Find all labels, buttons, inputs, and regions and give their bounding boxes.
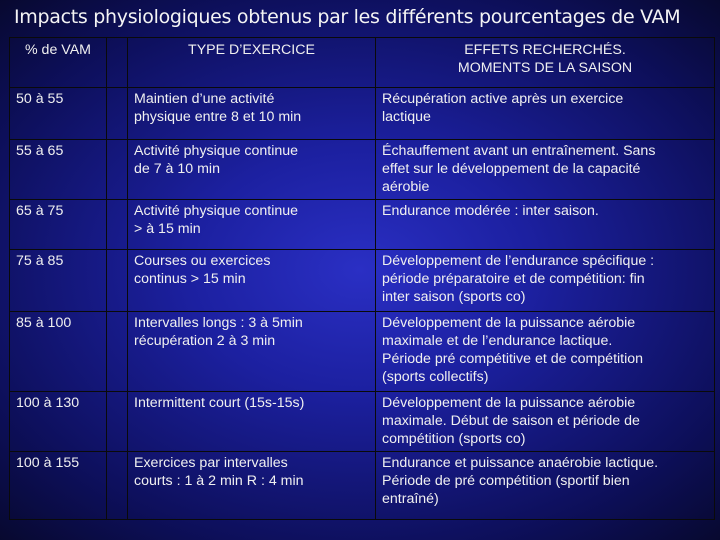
effects-line: compétition (sports co) — [382, 431, 526, 447]
exercise-type-line: courts : 1 à 2 min R : 4 min — [134, 473, 304, 489]
exercise-type-line: de 7 à 10 min — [134, 161, 220, 177]
effects-cell — [376, 250, 715, 312]
vam-cell: 100 à 155 — [10, 452, 107, 520]
spacer-cell — [107, 312, 128, 392]
effects-line: (sports collectifs) — [382, 369, 489, 385]
table-body — [10, 88, 715, 520]
effects-line: aérobie — [382, 179, 430, 195]
exercise-type-line: continus > 15 min — [134, 271, 246, 287]
table-row — [10, 392, 715, 452]
effects-cell — [376, 88, 715, 140]
exercise-type-line: Activité physique continue — [134, 203, 299, 219]
effects-line: Échauffement avant un entraînement. Sans — [382, 143, 656, 159]
effects-line: Période de pré compétition (sportif bien — [382, 473, 630, 489]
effects-cell — [376, 312, 715, 392]
spacer-cell — [107, 392, 128, 452]
effects-line: Endurance modérée : inter saison. — [382, 203, 599, 219]
effects-cell — [376, 200, 715, 250]
effects-cell — [376, 140, 715, 200]
header-type: TYPE D’EXERCICE — [128, 38, 376, 88]
header-gap — [107, 38, 128, 88]
exercise-type-cell — [128, 452, 376, 520]
effects-line: Endurance et puissance anaérobie lactique. — [382, 455, 659, 471]
header-vam: % de VAM — [10, 38, 107, 88]
effects-line: maximale et de l’endurance lactique. — [382, 333, 613, 349]
effects-line: Développement de l’endurance spécifique : — [382, 253, 655, 269]
vam-cell: 65 à 75 — [10, 200, 107, 250]
exercise-type-cell — [128, 392, 376, 452]
vam-cell: 85 à 100 — [10, 312, 107, 392]
exercise-type-line: Maintien d’une activité — [134, 91, 275, 107]
table-header-row — [10, 38, 715, 88]
exercise-type-line: Activité physique continue — [134, 143, 299, 159]
spacer-cell — [107, 250, 128, 312]
table-row — [10, 200, 715, 250]
exercise-type-cell — [128, 250, 376, 312]
exercise-type-line: Courses ou exercices — [134, 253, 271, 269]
vam-cell: 100 à 130 — [10, 392, 107, 452]
vam-cell: 55 à 65 — [10, 140, 107, 200]
header-effets — [376, 38, 715, 88]
effects-line: lactique — [382, 109, 431, 125]
exercise-type-line: physique entre 8 et 10 min — [134, 109, 302, 125]
table-row — [10, 140, 715, 200]
effects-line: entraîné) — [382, 491, 439, 507]
effects-line: Récupération active après un exercice — [382, 91, 624, 107]
vam-cell: 50 à 55 — [10, 88, 107, 140]
exercise-type-cell — [128, 140, 376, 200]
exercise-type-line: Intermittent court (15s-15s) — [134, 395, 305, 411]
effects-cell — [376, 392, 715, 452]
spacer-cell — [107, 200, 128, 250]
exercise-type-line: Exercices par intervalles — [134, 455, 288, 471]
exercise-type-line: Intervalles longs : 3 à 5min — [134, 315, 303, 331]
vam-effects-table — [9, 37, 715, 520]
exercise-type-line: > à 15 min — [134, 221, 201, 237]
exercise-type-cell — [128, 312, 376, 392]
effects-cell — [376, 452, 715, 520]
spacer-cell — [107, 452, 128, 520]
effects-line: Période pré compétitive et de compétition — [382, 351, 644, 367]
spacer-cell — [107, 88, 128, 140]
table-row — [10, 250, 715, 312]
effects-line: période préparatoire et de compétition: fin — [382, 271, 645, 287]
effects-line: inter saison (sports co) — [382, 289, 526, 305]
header-effets-line-1: EFFETS RECHERCHÉS. — [464, 42, 626, 58]
table-row — [10, 452, 715, 520]
exercise-type-line: récupération 2 à 3 min — [134, 333, 276, 349]
slide-title: Impacts physiologiques obtenus par les différents pourcentages de VAM — [14, 6, 681, 28]
table-row — [10, 312, 715, 392]
effects-line: Développement de la puissance aérobie — [382, 395, 636, 411]
effects-line: Développement de la puissance aérobie — [382, 315, 636, 331]
vam-cell: 75 à 85 — [10, 250, 107, 312]
effects-line: maximale. Début de saison et période de — [382, 413, 640, 429]
header-effets-line-2: MOMENTS DE LA SAISON — [457, 60, 633, 76]
spacer-cell — [107, 140, 128, 200]
table-row — [10, 88, 715, 140]
exercise-type-cell — [128, 88, 376, 140]
exercise-type-cell — [128, 200, 376, 250]
effects-line: effet sur le développement de la capacité — [382, 161, 641, 177]
